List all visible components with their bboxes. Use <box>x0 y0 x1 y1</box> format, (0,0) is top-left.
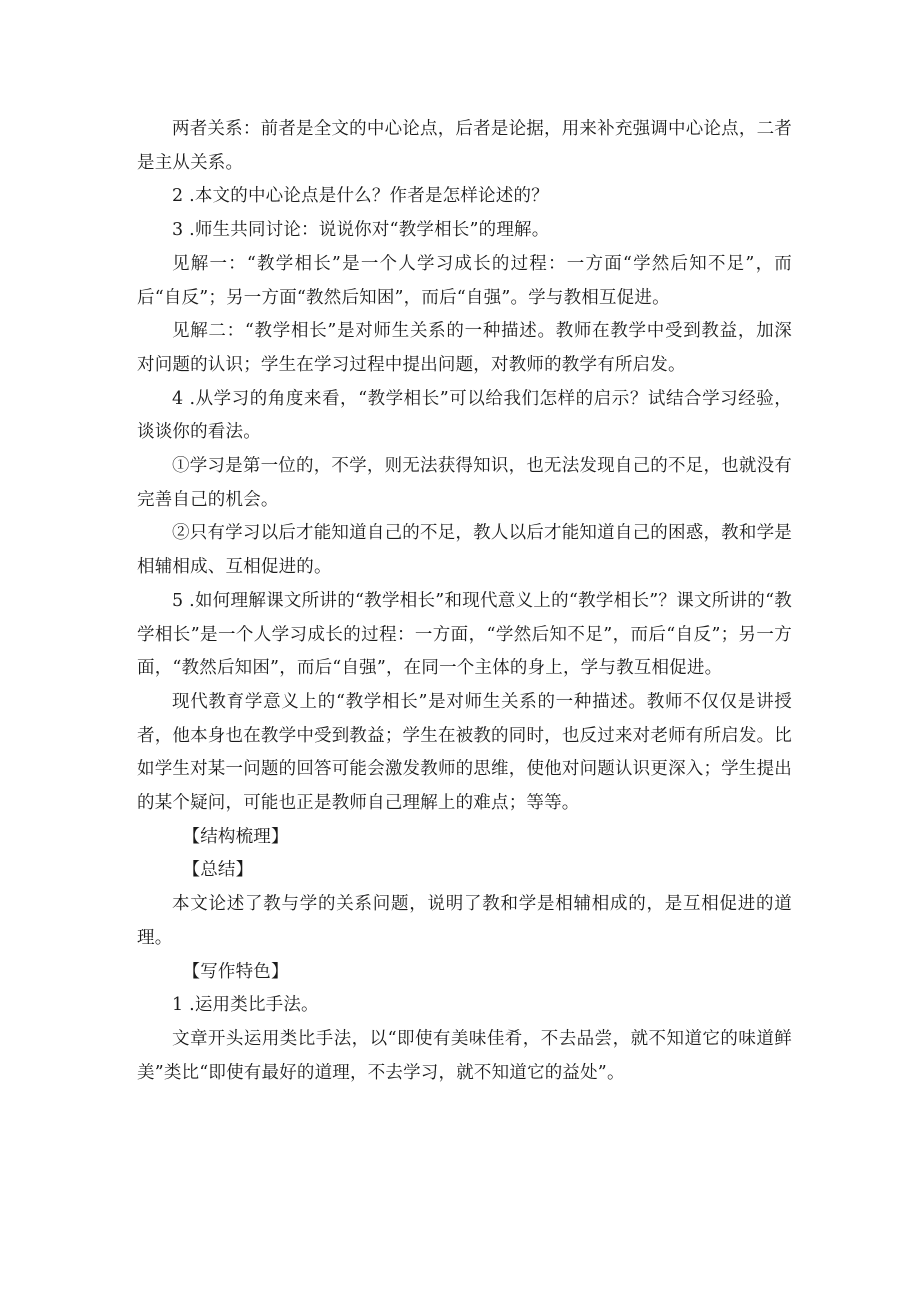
paragraph-modern-meaning: 现代教育学意义上的“教学相长”是对师生关系的一种描述。教师不仅仅是讲授者，他本身也在教学中受到教益；学生在被教的同时，也反过来对老师有所启发。比如学生对某一问题的回答可能会激发教师的思维，使他对问题认识更深入；学生提出的某个疑问，可能也正是教师自己理解上的难点；等等。 <box>137 691 792 814</box>
view-two: 见解二：“教学相长”是对师生关系的一种描述。教师在教学中受到教益，加深对问题的认识；学生在学习过程中提出问题，对教师的教学有所启发。 <box>137 321 792 375</box>
summary-text: 本文论述了教与学的关系问题，说明了教和学是相辅相成的，是互相促进的道理。 <box>137 894 792 948</box>
feature-1-text: 文章开头运用类比手法，以“即使有美味佳肴，不去品尝，就不知道它的味道鲜美”类比“即使有最好的道理，不去学习，就不知道它的益处”。 <box>137 1028 792 1083</box>
heading-structure: 【结构梳理】 <box>182 826 289 847</box>
question-2: 2 .本文的中心论点是什么？作者是怎样论述的？ <box>172 186 549 207</box>
document-page <box>137 113 792 1090</box>
question-3: 3 .师生共同讨论：说说你对“教学相长”的理解。 <box>172 220 550 241</box>
question-4: 4 .从学习的角度来看，“教学相长”可以给我们怎样的启示？试结合学习经验，谈谈你的看法。 <box>137 388 792 443</box>
paragraph-relation: 两者关系：前者是全文的中心论点，后者是论据，用来补充强调中心论点，二者是主从关系。 <box>137 119 792 173</box>
heading-writing-features: 【写作特色】 <box>182 961 289 982</box>
point-one: ①学习是第一位的，不学，则无法获得知识，也无法发现自己的不足，也就没有完善自己的机会。 <box>137 456 792 510</box>
point-two: ②只有学习以后才能知道自己的不足，教人以后才能知道自己的困惑，教和学是相辅相成、互相促进的。 <box>137 523 792 578</box>
question-5: 5 .如何理解课文所讲的“教学相长”和现代意义上的“教学相长”？课文所讲的“教学相长”是一个人学习成长的过程：一方面，“学然后知不足”，而后“自反”；另一方面，“教然后知困”，而后“自强”，在同一个主体的身上，学与教互相促进。 <box>137 590 792 679</box>
feature-1: 1 .运用类比手法。 <box>172 995 319 1016</box>
view-one: 见解一：“教学相长”是一个人学习成长的过程：一方面“学然后知不足”，而后“自反”；另一方面“教然后知困”，而后“自强”。学与教相互促进。 <box>137 253 792 308</box>
heading-summary: 【总结】 <box>182 860 254 881</box>
